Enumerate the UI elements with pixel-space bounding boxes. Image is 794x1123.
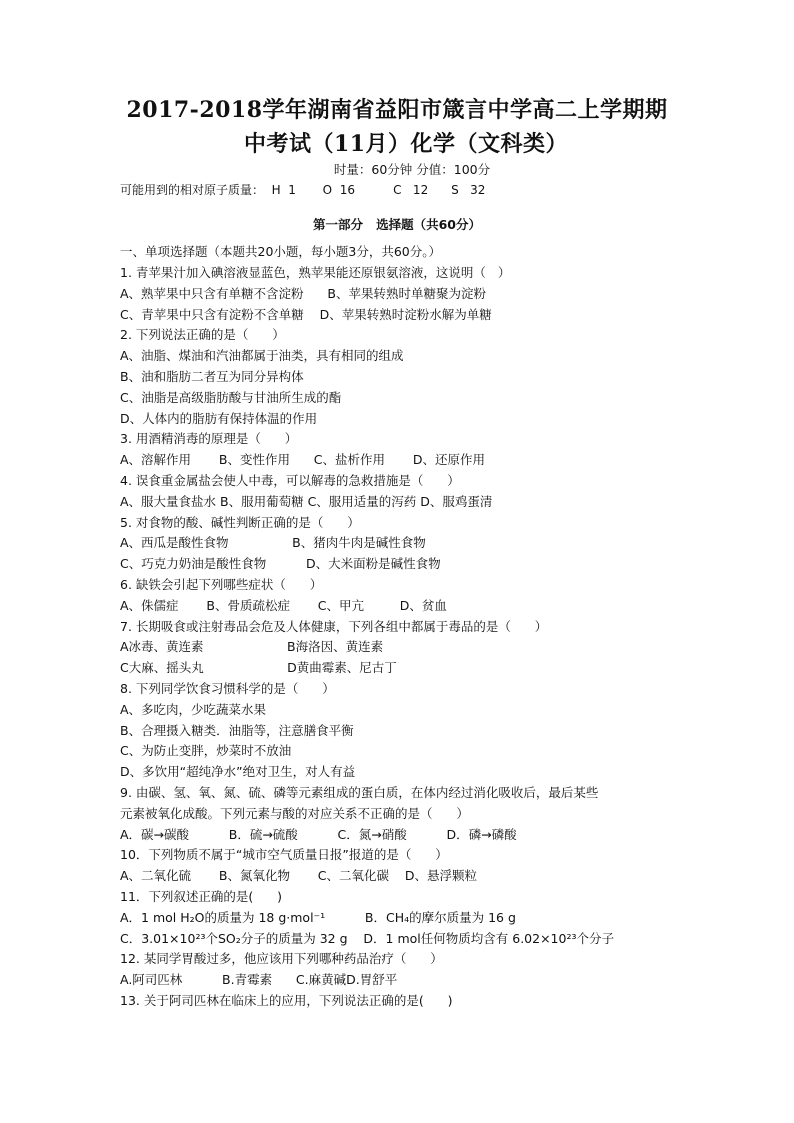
atomic-masses: 可能用到的相对原子质量： H 1 O 16 C 12 S 32 (120, 183, 486, 197)
question-line: C大麻、摇头丸 D黄曲霉素、尼古丁 (120, 660, 397, 675)
question-line: 9. 由碳、氢、氧、氮、硫、磷等元素组成的蛋白质，在体内经过消化吸收后，最后某些 (120, 785, 599, 800)
section-instructions: 一、单项选择题（本题共20小题，每小题3分，共60分。） (120, 244, 442, 259)
question-line: 2. 下列说法正确的是（ ） (120, 327, 285, 342)
question-line: 3. 用酒精消毒的原理是（ ） (120, 431, 298, 446)
question-line: C．3.01×10²³个SO₂分子的质量为 32 g D．1 mol任何物质均含有 6.02×10²³个分子 (120, 931, 614, 946)
question-line: A、溶解作用 B、变性作用 C、盐析作用 D、还原作用 (120, 452, 485, 467)
question-line: 8. 下列同学饮食习惯科学的是（ ） (120, 681, 335, 696)
question-line: D、多饮用“超纯净水”绝对卫生，对人有益 (120, 764, 356, 779)
question-line: D、人体内的脂肪有保持体温的作用 (120, 411, 318, 426)
question-line: C、巧克力奶油是酸性食物 D、大米面粉是碱性食物 (120, 556, 441, 571)
question-line: A.阿司匹林 B.青霉素 C.麻黄碱D.胃舒平 (120, 972, 398, 987)
question-line: A．1 mol H₂O的质量为 18 g·mol⁻¹ B．CH₄的摩尔质量为 16 g (120, 910, 516, 925)
question-line: B、油和脂肪二者互为同分异构体 (120, 369, 304, 384)
question-line: A、多吃肉，少吃蔬菜水果 (120, 702, 267, 717)
question-line: A冰毒、黄连素 B海洛因、黄连素 (120, 639, 384, 654)
question-line: 4. 误食重金属盐会使人中毒，可以解毒的急救措施是（ ） (120, 473, 460, 488)
question-line: 5. 对食物的酸、碱性判断正确的是（ ） (120, 515, 360, 530)
exam-title-line-1: 2017-2018学年湖南省益阳市箴言中学高二上学期期 (126, 97, 668, 123)
question-line: C、油脂是高级脂肪酸与甘油所生成的酯 (120, 390, 342, 405)
question-line: C、青苹果中只含有淀粉不含单糖 D、苹果转熟时淀粉水解为单糖 (120, 307, 492, 322)
question-line: A、熟苹果中只含有单糖不含淀粉 B、苹果转熟时单糖聚为淀粉 (120, 286, 486, 301)
question-line: 13. 关于阿司匹林在临床上的应用，下列说法正确的是( ) (120, 993, 453, 1008)
question-line: 7. 长期吸食或注射毒品会危及人体健康，下列各组中都属于毒品的是（ ） (120, 619, 548, 634)
exam-info: 时量：60分钟 分值：100分 (333, 162, 491, 177)
question-line: 10．下列物质不属于“城市空气质量日报”报道的是（ ） (120, 847, 448, 862)
question-line: C、为防止变胖，炒菜时不放油 (120, 743, 292, 758)
question-line: A、服大量食盐水 B、服用葡萄糖 C、服用适量的泻药 D、服鸡蛋清 (120, 494, 493, 509)
question-line: 6. 缺铁会引起下列哪些症状（ ） (120, 577, 323, 592)
question-line: 1. 青苹果汁加入碘溶液显蓝色，熟苹果能还原银氨溶液，这说明（ ） (120, 265, 511, 280)
question-line: 元素被氧化成酸。下列元素与酸的对应关系不正确的是（ ） (120, 806, 469, 821)
exam-title-line-2: 中考试（11月）化学（文科类） (243, 131, 569, 157)
question-line: 12. 某同学胃酸过多，他应该用下列哪种药品治疗（ ） (120, 951, 443, 966)
question-line: A、西瓜是酸性食物 B、猪肉牛肉是碱性食物 (120, 535, 426, 550)
question-line: B、合理摄入糖类．油脂等，注意膳食平衡 (120, 723, 354, 738)
question-line: A、二氧化硫 B、氮氧化物 C、二氧化碳 D、悬浮颗粒 (120, 868, 478, 883)
question-line: A、油脂、煤油和汽油都属于油类，具有相同的组成 (120, 348, 404, 363)
question-line: A．碳→碳酸 B．硫→硫酸 C．氮→硝酸 D．磷→磷酸 (120, 827, 517, 842)
question-line: A、侏儒症 B、骨质疏松症 C、甲亢 D、贫血 (120, 598, 447, 613)
question-line: 11．下列叙述正确的是( ) (120, 889, 282, 904)
part-title: 第一部分 选择题（共60分） (313, 217, 481, 232)
